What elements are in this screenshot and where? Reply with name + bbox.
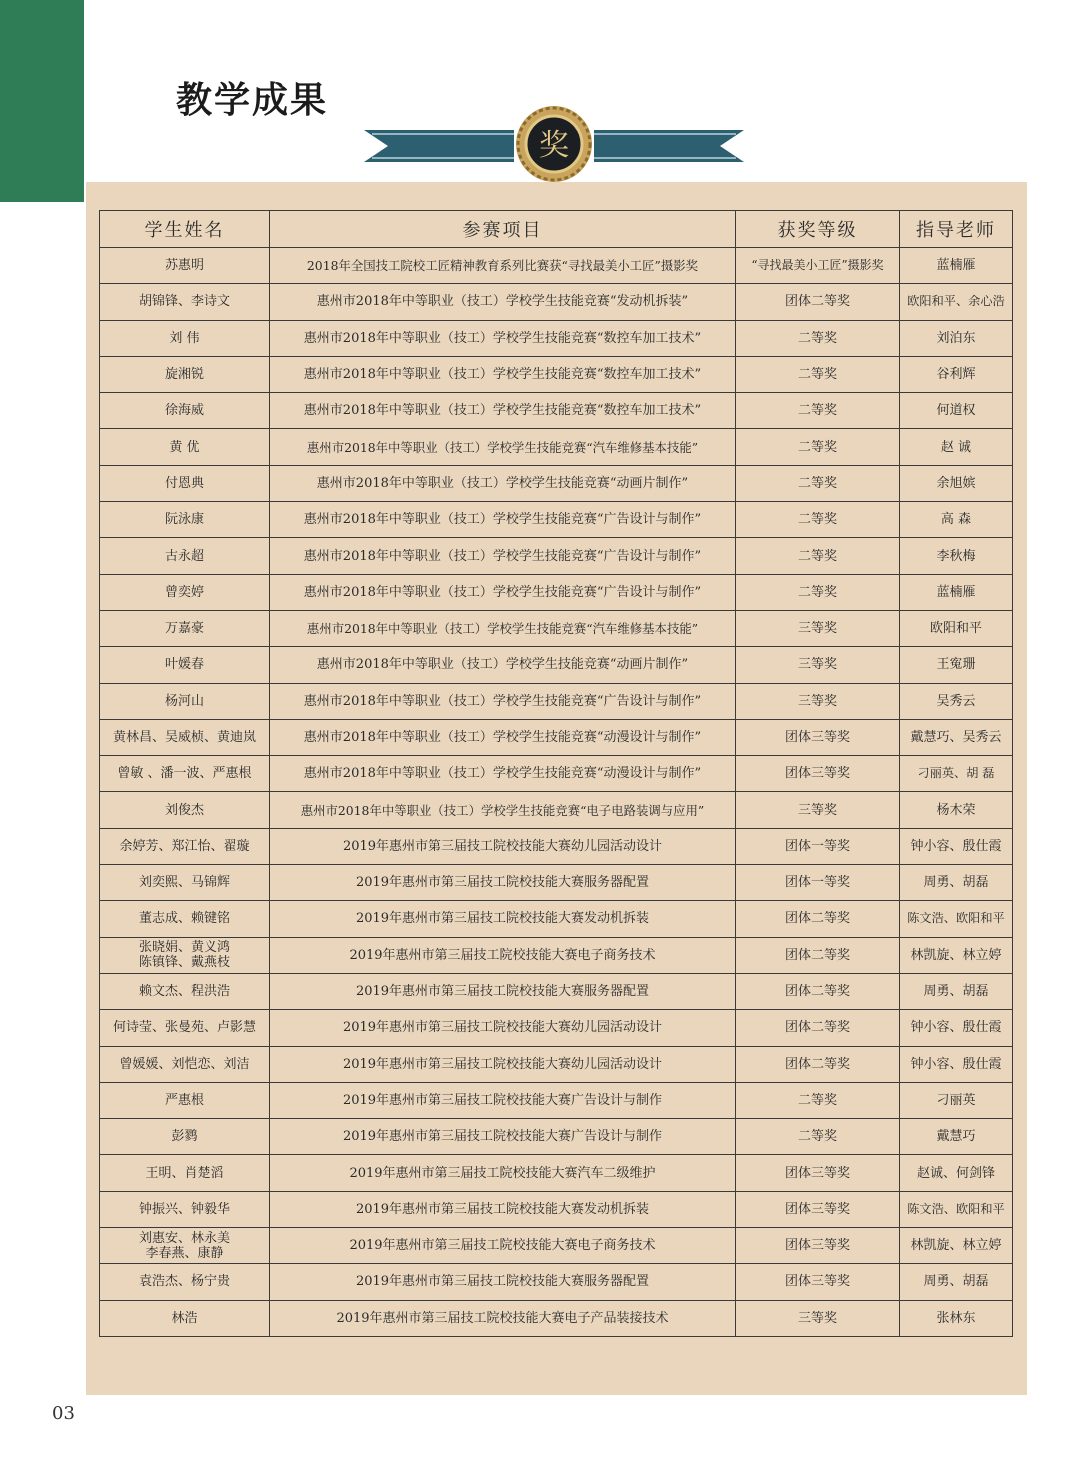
teacher-cell: 周勇、胡磊 — [900, 1264, 1013, 1300]
event-cell: 惠州市2018年中等职业（技工）学校学生技能竞赛“动漫设计与制作” — [270, 719, 736, 755]
teacher-cell: 高 森 — [900, 502, 1013, 538]
award-level-cell: 团体二等奖 — [736, 1010, 900, 1046]
event-cell: 惠州市2018年中等职业（技工）学校学生技能竞赛“动画片制作” — [270, 465, 736, 501]
event-cell: 惠州市2018年中等职业（技工）学校学生技能竞赛“广告设计与制作” — [270, 683, 736, 719]
table-row — [100, 1300, 1013, 1336]
teacher-cell: 张林东 — [900, 1300, 1013, 1336]
event-cell: 2019年惠州市第三届技工院校技能大赛汽车二级维护 — [270, 1155, 736, 1191]
student-name-cell: 刘 伟 — [100, 320, 270, 356]
teacher-cell: 陈文浩、欧阳和平 — [900, 901, 1013, 937]
table-row — [100, 792, 1013, 828]
event-cell: 惠州市2018年中等职业（技工）学校学生技能竞赛“广告设计与制作” — [270, 574, 736, 610]
student-name-cell: 曾奕婷 — [100, 574, 270, 610]
column-header-teacher: 指导老师 — [900, 211, 1013, 248]
table-row — [100, 865, 1013, 901]
student-name-cell: 曾敏 、潘一波、严惠根 — [100, 756, 270, 792]
student-name-cell: 刘奕熙、马锦辉 — [100, 865, 270, 901]
event-cell: 惠州市2018年中等职业（技工）学校学生技能竞赛“动画片制作” — [270, 647, 736, 683]
student-name-cell: 林浩 — [100, 1300, 270, 1336]
award-level-cell: 团体一等奖 — [736, 865, 900, 901]
event-cell: 2019年惠州市第三届技工院校技能大赛幼儿园活动设计 — [270, 1010, 736, 1046]
event-cell: 2019年惠州市第三届技工院校技能大赛电子商务技术 — [270, 937, 736, 973]
award-level-cell: 二等奖 — [736, 1119, 900, 1155]
event-cell: 惠州市2018年中等职业（技工）学校学生技能竞赛“发动机拆装” — [270, 284, 736, 320]
table-row — [100, 756, 1013, 792]
table-row — [100, 973, 1013, 1009]
teacher-cell: 蓝楠雁 — [900, 248, 1013, 284]
event-cell: 惠州市2018年中等职业（技工）学校学生技能竞赛“数控车加工技术” — [270, 356, 736, 392]
column-header-student: 学生姓名 — [100, 211, 270, 248]
teacher-cell: 刘泊东 — [900, 320, 1013, 356]
teacher-cell: 赵 诚 — [900, 429, 1013, 465]
student-name-cell: 王明、肖楚滔 — [100, 1155, 270, 1191]
event-cell: 2019年惠州市第三届技工院校技能大赛电子商务技术 — [270, 1228, 736, 1264]
table-row — [100, 1082, 1013, 1118]
award-level-cell: 团体二等奖 — [736, 937, 900, 973]
award-level-cell: 团体三等奖 — [736, 1155, 900, 1191]
student-name-cell: 黄 优 — [100, 429, 270, 465]
award-level-cell: 二等奖 — [736, 393, 900, 429]
column-header-event: 参赛项目 — [270, 211, 736, 248]
teacher-cell: 赵诚、何剑锋 — [900, 1155, 1013, 1191]
student-name-cell: 徐海威 — [100, 393, 270, 429]
teacher-cell: 何道权 — [900, 393, 1013, 429]
award-level-cell: 团体一等奖 — [736, 828, 900, 864]
student-name-cell: 万嘉豪 — [100, 610, 270, 646]
award-ribbon-banner — [364, 104, 744, 188]
table-row — [100, 1228, 1013, 1264]
teacher-cell: 刁丽英 — [900, 1082, 1013, 1118]
teacher-cell: 蓝楠雁 — [900, 574, 1013, 610]
event-cell: 2019年惠州市第三届技工院校技能大赛服务器配置 — [270, 973, 736, 1009]
table-row — [100, 1119, 1013, 1155]
student-name-cell: 阮泳康 — [100, 502, 270, 538]
event-cell: 2019年惠州市第三届技工院校技能大赛广告设计与制作 — [270, 1119, 736, 1155]
award-level-cell: 二等奖 — [736, 429, 900, 465]
ribbon-left — [364, 130, 514, 162]
student-name-cell: 赖文杰、程洪浩 — [100, 973, 270, 1009]
student-name-cell: 董志成、赖键铭 — [100, 901, 270, 937]
teacher-cell: 欧阳和平、余心浩 — [900, 284, 1013, 320]
student-name-cell: 古永超 — [100, 538, 270, 574]
award-level-cell: 三等奖 — [736, 647, 900, 683]
table-row — [100, 465, 1013, 501]
teacher-cell: 刁丽英、胡 磊 — [900, 756, 1013, 792]
table-row — [100, 284, 1013, 320]
award-level-cell: 三等奖 — [736, 683, 900, 719]
table-row — [100, 937, 1013, 973]
event-cell: 2019年惠州市第三届技工院校技能大赛幼儿园活动设计 — [270, 828, 736, 864]
award-level-cell: 团体二等奖 — [736, 901, 900, 937]
table-row — [100, 1264, 1013, 1300]
event-cell: 2019年惠州市第三届技工院校技能大赛服务器配置 — [270, 1264, 736, 1300]
table-row — [100, 1010, 1013, 1046]
award-level-cell: 二等奖 — [736, 574, 900, 610]
teacher-cell: 钟小容、殷仕霞 — [900, 1046, 1013, 1082]
student-name-cell: 曾媛媛、刘恺恋、刘洁 — [100, 1046, 270, 1082]
award-level-cell: 团体三等奖 — [736, 1191, 900, 1227]
event-cell: 2019年惠州市第三届技工院校技能大赛发动机拆装 — [270, 1191, 736, 1227]
teacher-cell: 钟小容、殷仕霞 — [900, 1010, 1013, 1046]
table-row — [100, 683, 1013, 719]
ribbon-right — [594, 130, 744, 162]
award-level-cell: 团体三等奖 — [736, 1228, 900, 1264]
event-cell: 2019年惠州市第三届技工院校技能大赛广告设计与制作 — [270, 1082, 736, 1118]
teacher-cell: 王寃珊 — [900, 647, 1013, 683]
teacher-cell: 戴慧巧、吴秀云 — [900, 719, 1013, 755]
table-header-row — [100, 211, 1013, 248]
student-name-cell: 旋湘锐 — [100, 356, 270, 392]
page-number: 03 — [52, 1403, 75, 1424]
student-name-cell: 何诗莹、张曼苑、卢影慧 — [100, 1010, 270, 1046]
teacher-cell: 谷利辉 — [900, 356, 1013, 392]
student-name-cell: 刘俊杰 — [100, 792, 270, 828]
award-level-cell: 二等奖 — [736, 356, 900, 392]
table-row — [100, 574, 1013, 610]
table-row — [100, 393, 1013, 429]
teacher-cell: 吴秀云 — [900, 683, 1013, 719]
table-row — [100, 320, 1013, 356]
award-level-cell: 团体二等奖 — [736, 284, 900, 320]
award-level-cell: 二等奖 — [736, 538, 900, 574]
teacher-cell: 周勇、胡磊 — [900, 865, 1013, 901]
teacher-cell: 李秋梅 — [900, 538, 1013, 574]
award-level-cell: 三等奖 — [736, 1300, 900, 1336]
event-cell: 2019年惠州市第三届技工院校技能大赛服务器配置 — [270, 865, 736, 901]
student-name-cell: 彭鹨 — [100, 1119, 270, 1155]
student-name-cell: 胡锦锋、李诗文 — [100, 284, 270, 320]
table-row — [100, 502, 1013, 538]
award-level-cell: 团体三等奖 — [736, 756, 900, 792]
event-cell: 2019年惠州市第三届技工院校技能大赛幼儿园活动设计 — [270, 1046, 736, 1082]
event-cell: 惠州市2018年中等职业（技工）学校学生技能竞赛“广告设计与制作” — [270, 538, 736, 574]
teacher-cell: 戴慧巧 — [900, 1119, 1013, 1155]
award-level-cell: “寻找最美小工匠”摄影奖 — [736, 248, 900, 284]
teacher-cell: 陈文浩、欧阳和平 — [900, 1191, 1013, 1227]
event-cell: 惠州市2018年中等职业（技工）学校学生技能竞赛“汽车维修基本技能” — [270, 610, 736, 646]
column-header-award: 获奖等级 — [736, 211, 900, 248]
award-level-cell: 二等奖 — [736, 465, 900, 501]
teacher-cell: 林凯旋、林立婷 — [900, 937, 1013, 973]
award-level-cell: 团体三等奖 — [736, 719, 900, 755]
event-cell: 惠州市2018年中等职业（技工）学校学生技能竞赛“汽车维修基本技能” — [270, 429, 736, 465]
table-row — [100, 610, 1013, 646]
table-row — [100, 1046, 1013, 1082]
student-name-cell: 苏惠明 — [100, 248, 270, 284]
event-cell: 2019年惠州市第三届技工院校技能大赛发动机拆装 — [270, 901, 736, 937]
student-name-cell: 钟振兴、钟毅华 — [100, 1191, 270, 1227]
teacher-cell: 欧阳和平 — [900, 610, 1013, 646]
teacher-cell: 钟小容、殷仕霞 — [900, 828, 1013, 864]
table-row — [100, 538, 1013, 574]
student-name-cell: 杨河山 — [100, 683, 270, 719]
student-name-cell: 刘惠安、林永美 李春燕、康静 — [100, 1228, 270, 1264]
awards-table — [99, 210, 1013, 1337]
table-row — [100, 719, 1013, 755]
teacher-cell: 余旭嫔 — [900, 465, 1013, 501]
event-cell: 2018年全国技工院校工匠精神教育系列比赛获“寻找最美小工匠”摄影奖 — [270, 248, 736, 284]
event-cell: 2019年惠州市第三届技工院校技能大赛电子产品装接技术 — [270, 1300, 736, 1336]
award-level-cell: 三等奖 — [736, 792, 900, 828]
student-name-cell: 黄林昌、吴威桢、黄迪岚 — [100, 719, 270, 755]
award-level-cell: 二等奖 — [736, 320, 900, 356]
award-level-cell: 二等奖 — [736, 502, 900, 538]
teacher-cell: 林凯旋、林立婷 — [900, 1228, 1013, 1264]
event-cell: 惠州市2018年中等职业（技工）学校学生技能竞赛“数控车加工技术” — [270, 393, 736, 429]
teacher-cell: 周勇、胡磊 — [900, 973, 1013, 1009]
student-name-cell: 余婷芳、郑江怡、翟璇 — [100, 828, 270, 864]
event-cell: 惠州市2018年中等职业（技工）学校学生技能竞赛“动漫设计与制作” — [270, 756, 736, 792]
award-level-cell: 三等奖 — [736, 610, 900, 646]
student-name-cell: 严惠根 — [100, 1082, 270, 1118]
page-title: 教学成果 — [176, 80, 329, 121]
table-body — [100, 248, 1013, 1337]
table-row — [100, 1191, 1013, 1227]
table-row — [100, 248, 1013, 284]
green-corner-bar — [0, 0, 84, 202]
event-cell: 惠州市2018年中等职业（技工）学校学生技能竞赛“广告设计与制作” — [270, 502, 736, 538]
award-level-cell: 团体二等奖 — [736, 973, 900, 1009]
event-cell: 惠州市2018年中等职业（技工）学校学生技能竞赛“数控车加工技术” — [270, 320, 736, 356]
table-row — [100, 647, 1013, 683]
table-row — [100, 1155, 1013, 1191]
award-level-cell: 团体三等奖 — [736, 1264, 900, 1300]
table-row — [100, 429, 1013, 465]
award-level-cell: 团体二等奖 — [736, 1046, 900, 1082]
table-row — [100, 901, 1013, 937]
student-name-cell: 叶媛春 — [100, 647, 270, 683]
student-name-cell: 张晓娟、黄义鸿 陈镇锋、戴燕枝 — [100, 937, 270, 973]
teacher-cell: 杨木荣 — [900, 792, 1013, 828]
table-row — [100, 356, 1013, 392]
event-cell: 惠州市2018年中等职业（技工）学校学生技能竞赛“电子电路装调与应用” — [270, 792, 736, 828]
student-name-cell: 付恩典 — [100, 465, 270, 501]
medal-label: 奖 — [539, 128, 569, 163]
student-name-cell: 袁浩杰、杨宁贵 — [100, 1264, 270, 1300]
table-row — [100, 828, 1013, 864]
award-level-cell: 二等奖 — [736, 1082, 900, 1118]
